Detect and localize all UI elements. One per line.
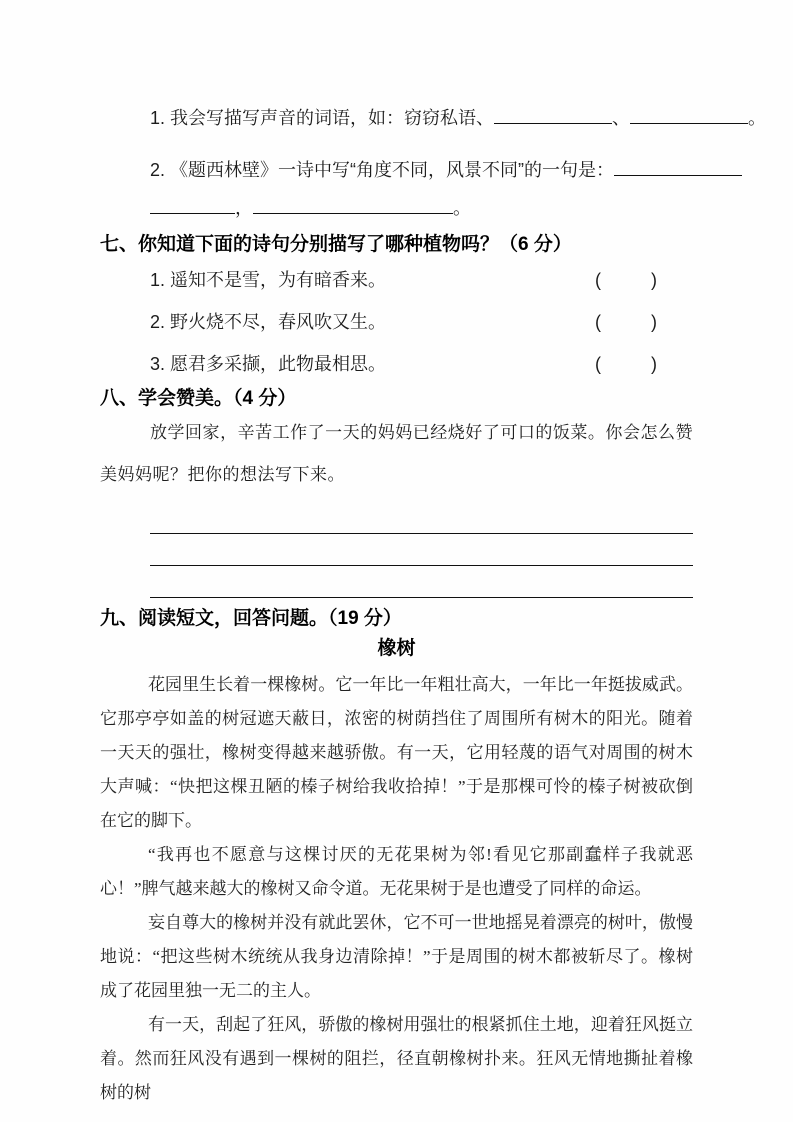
written-answer-area: [150, 513, 693, 598]
plant-poem-row: [150, 268, 693, 292]
paren-close: ): [651, 312, 657, 332]
poem-text: 1. 遥知不是雪，为有暗香来。: [150, 270, 387, 290]
answer-parentheses[interactable]: [595, 268, 657, 292]
section-nine-heading: 九、阅读短文，回答问题。（19 分）: [100, 608, 402, 629]
section-seven-heading: 七、你知道下面的诗句分别描写了哪种植物吗？（6 分）: [100, 234, 572, 255]
sentence-period: 。: [453, 198, 471, 218]
plant-poem-row: [150, 310, 693, 334]
answer-blank[interactable]: [494, 106, 612, 124]
answer-line[interactable]: [150, 534, 693, 566]
poem-text: 3. 愿君多采撷，此物最相思。: [150, 354, 387, 374]
paren-open: (: [595, 270, 601, 290]
answer-parentheses[interactable]: [595, 310, 657, 334]
poem-text: 2. 野火烧不尽，春风吹又生。: [150, 312, 387, 332]
answer-line[interactable]: [150, 513, 693, 534]
section-eight-heading: 八、学会赞美。（4 分）: [100, 388, 297, 409]
reading-passage: [100, 668, 693, 1110]
fill-item-sound-words: [150, 106, 767, 130]
fill-item-1-label: 1. 我会写描写声音的词语，如：窃窃私语、: [150, 108, 495, 128]
fill-item-poem-line: [150, 158, 693, 182]
comma: ，: [235, 198, 253, 218]
sentence-period: 。: [748, 108, 767, 128]
answer-blank[interactable]: [614, 158, 742, 176]
praise-prompt-text: 放学回家，辛苦工作了一天的妈妈已经烧好了可口的饭菜。你会怎么赞美妈妈呢？把你的想法写下来。: [100, 423, 693, 484]
passage-title: 橡树: [377, 638, 416, 659]
answer-line[interactable]: [150, 566, 693, 598]
answer-blank[interactable]: [150, 196, 235, 214]
passage-paragraph: 有一天，刮起了狂风，骄傲的橡树用强壮的根紧抓住土地，迎着狂风挺立着。然而狂风没有遇到一棵树的阻拦，径直朝橡树扑来。狂风无情地撕扯着橡树的树: [100, 1015, 693, 1102]
plant-poem-row: [150, 352, 693, 376]
paren-open: (: [595, 312, 601, 332]
answer-parentheses[interactable]: [595, 352, 657, 376]
paren-close: ): [651, 354, 657, 374]
passage-paragraph: 妄自尊大的橡树并没有就此罢休，它不可一世地摇晃着漂亮的树叶，傲慢地说：“把这些树木统统从我身边清除掉！”于是周围的树木都被斩尽了。橡树成了花园里独一无二的主人。: [100, 913, 693, 1000]
passage-paragraph: 花园里生长着一棵橡树。它一年比一年粗壮高大，一年比一年挺拔威武。它那亭亭如盖的树冠遮天蔽日，浓密的树荫挡住了周围所有树木的阳光。随着一天天的强壮，橡树变得越来越骄傲。有一天，它用轻蔑的语气对周围的树木大声喊：“快把这棵丑陋的榛子树给我收拾掉！”于是那棵可怜的榛子树被砍倒在它的脚下。: [100, 675, 693, 830]
answer-blank[interactable]: [253, 196, 453, 214]
paren-open: (: [595, 354, 601, 374]
passage-paragraph: “我再也不愿意与这棵讨厌的无花果树为邻!看见它那副蠢样子我就恶心！”脾气越来越大的橡树又命令道。无花果树于是也遭受了同样的命运。: [100, 845, 693, 898]
fill-item-2-label: 2. 《题西林壁》一诗中写“角度不同，风景不同”的一句是：: [150, 160, 614, 180]
fill-item-2-continuation: [150, 196, 693, 220]
list-separator: 、: [612, 108, 631, 128]
paren-close: ): [651, 270, 657, 290]
answer-blank[interactable]: [630, 106, 748, 124]
